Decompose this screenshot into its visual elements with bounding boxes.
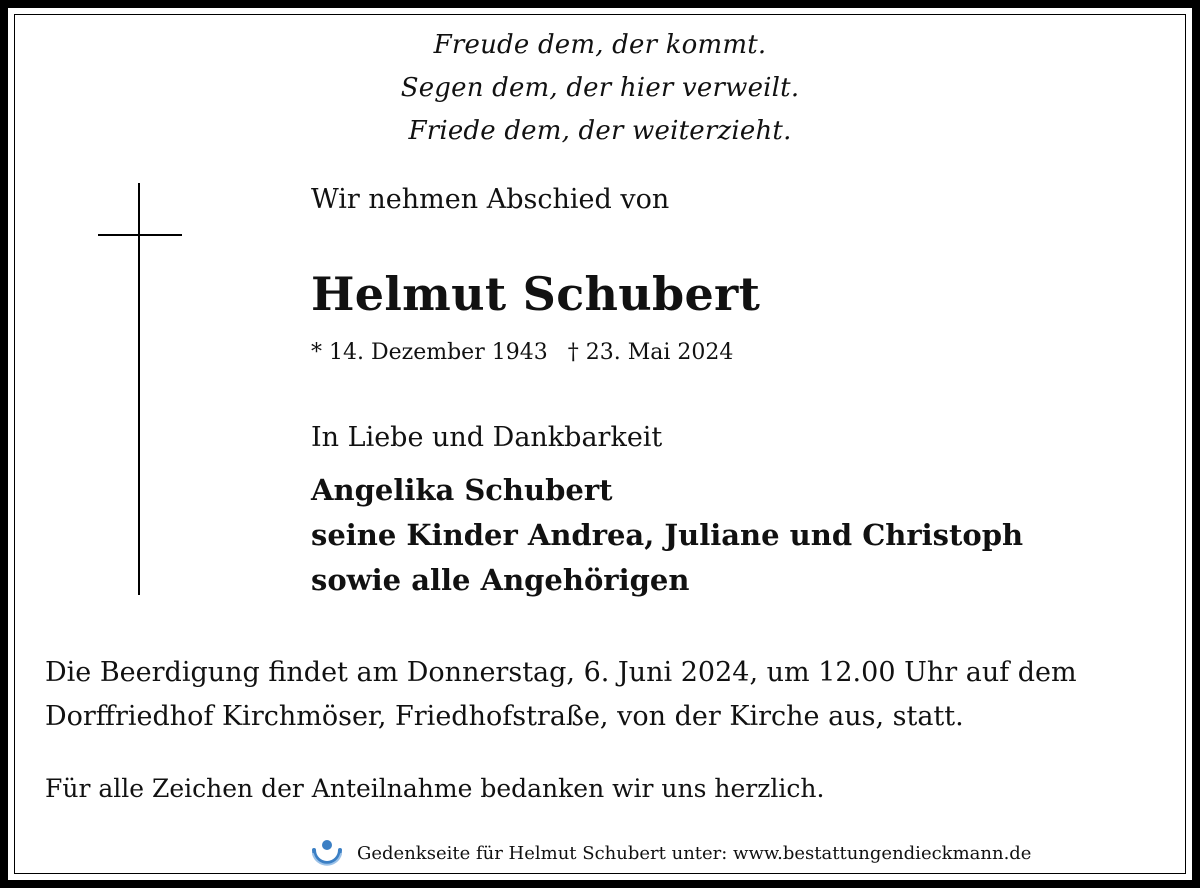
deceased-name: Helmut Schubert (311, 267, 761, 321)
birth-date: * 14. Dezember 1943 (311, 340, 548, 365)
memorial-page-link[interactable]: Gedenkseite für Helmut Schubert unter: www.bestattungendieckmann.de (357, 843, 1032, 864)
memorial-logo-icon (309, 836, 345, 872)
poem-line-3: Friede dem, der weiterzieht. (408, 116, 792, 146)
death-date: † 23. Mai 2024 (567, 340, 734, 365)
mourner-line-2: seine Kinder Andrea, Juliane und Christoph (311, 518, 1024, 552)
mourners-intro: In Liebe und Dankbarkeit (311, 422, 663, 453)
poem-line-1: Freude dem, der kommt. (433, 30, 767, 60)
farewell-intro: Wir nehmen Abschied von (311, 184, 670, 215)
mourners-list (311, 468, 1023, 603)
mourner-line-3: sowie alle Angehörigen (311, 563, 690, 597)
life-dates (311, 337, 733, 369)
footer (309, 836, 1031, 872)
funeral-info (45, 651, 1077, 739)
funeral-line-2: Dorffriedhof Kirchmöser, Friedhofstraße, von der Kirche aus, statt. (45, 701, 964, 732)
thanks-note: Für alle Zeichen der Anteilnahme bedanken wir uns herzlich. (45, 774, 825, 803)
mourner-line-1: Angelika Schubert (311, 473, 613, 507)
funeral-line-1: Die Beerdigung findet am Donnerstag, 6. Juni 2024, um 12.00 Uhr auf dem (45, 657, 1077, 688)
poem (0, 24, 1200, 153)
cross-icon (98, 183, 182, 595)
poem-line-2: Segen dem, der hier verweilt. (400, 73, 800, 103)
